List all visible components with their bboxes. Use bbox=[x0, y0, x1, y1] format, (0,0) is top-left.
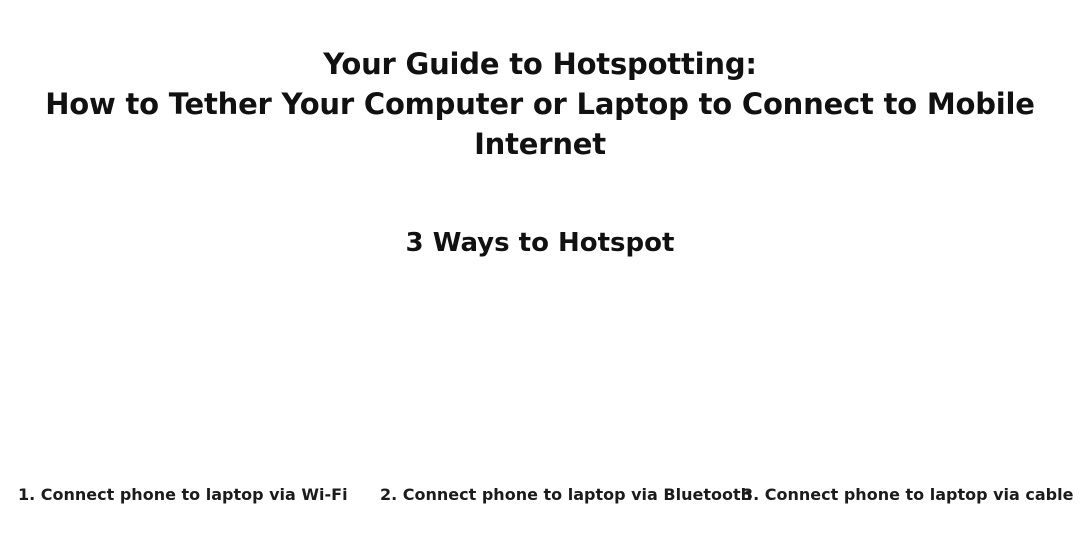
page-title bbox=[0, 44, 1080, 164]
method-column-2 bbox=[380, 484, 752, 506]
method-caption-1: 1. Connect phone to laptop via Wi-Fi bbox=[18, 485, 348, 504]
title-line-2: How to Tether Your Computer or Laptop to Connect to Mobile Internet bbox=[45, 87, 1035, 161]
method-caption-2: 2. Connect phone to laptop via Bluetooth bbox=[380, 485, 752, 504]
methods-row bbox=[0, 484, 1080, 506]
method-column-1 bbox=[18, 484, 348, 506]
method-column-3 bbox=[742, 484, 1074, 506]
method-caption-3: 3. Connect phone to laptop via cable bbox=[742, 485, 1074, 504]
section-subtitle: 3 Ways to Hotspot bbox=[405, 228, 675, 258]
title-line-1: Your Guide to Hotspotting: bbox=[323, 47, 757, 81]
